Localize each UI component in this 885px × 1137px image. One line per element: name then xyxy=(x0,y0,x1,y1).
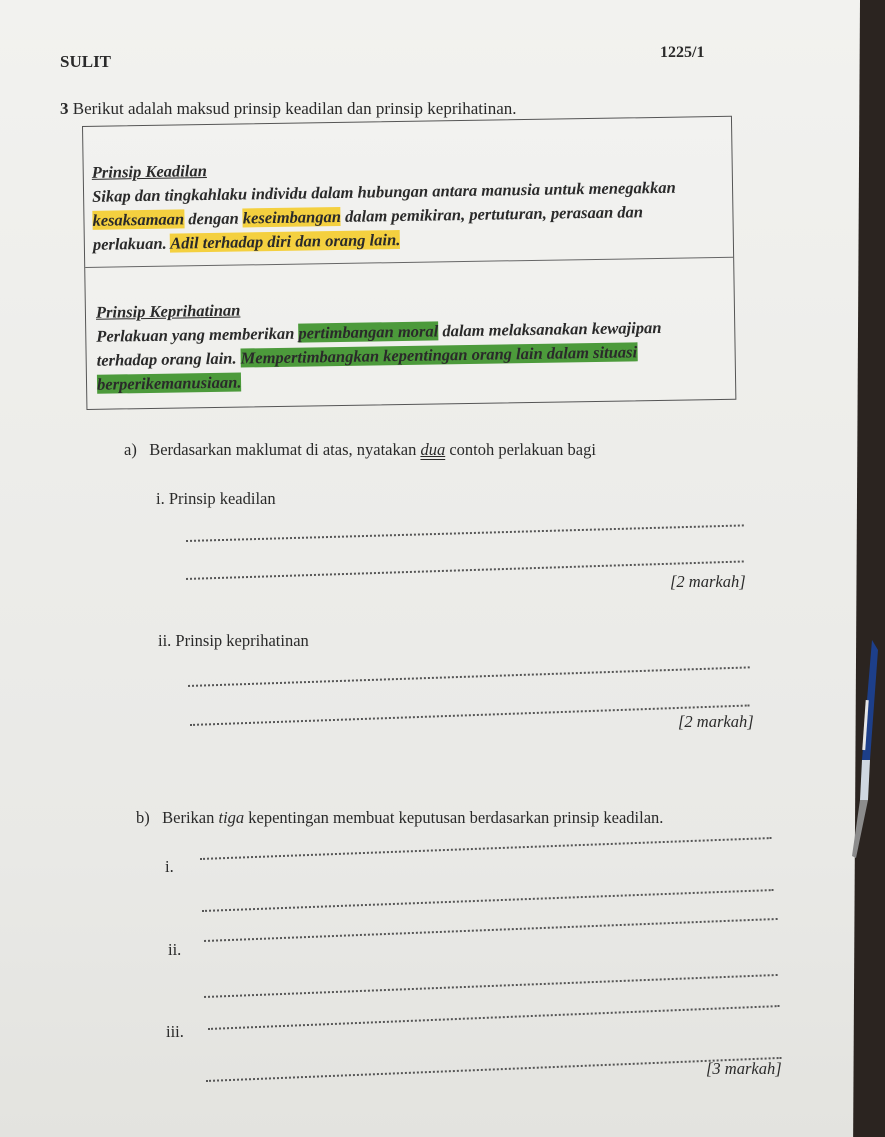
question-stem-text: Berikut adalah maksud prinsip keadilan dan prinsip keprihatinan. xyxy=(72,99,517,118)
part-a-label: a) xyxy=(124,440,137,459)
highlight-kesaksamaan: kesaksamaan xyxy=(92,209,185,230)
header-sulit: SULIT xyxy=(60,52,112,71)
pen-icon xyxy=(838,640,878,860)
marks-a-i: [2 markah] xyxy=(670,572,746,591)
part-a-prompt: a) Berdasarkan maklumat di atas, nyatakan dua contoh perlakuan bagi xyxy=(124,440,596,459)
keprihatinan-title: Prinsip Keprihatinan xyxy=(95,300,241,322)
marks-a-ii: [2 markah] xyxy=(678,712,754,731)
part-b-item-i: i. xyxy=(165,857,174,876)
emphasis-tiga: tiga xyxy=(218,808,245,827)
marks-b: [3 markah] xyxy=(706,1059,782,1078)
highlight-keseimbangan: keseimbangan xyxy=(242,206,342,228)
question-number: 3 xyxy=(60,99,69,118)
highlight-berperikemanusiaan: berperikemanusiaan. xyxy=(96,372,242,394)
part-a-sub-i: i. Prinsip keadilan xyxy=(156,489,276,508)
highlight-adil: Adil terhadap diri dan orang lain. xyxy=(170,230,401,253)
definition-box xyxy=(82,116,736,410)
keadilan-section xyxy=(92,152,677,257)
keadilan-line-1: Sikap dan tingkahlaku individu dalam hubungan antara manusia untuk menegakkan xyxy=(91,177,676,206)
keadilan-title: Prinsip Keadilan xyxy=(91,161,207,182)
keprihatinan-line-2: terhadap orang lain. Mempertimbangkan kepentingan orang lain dalam situasi xyxy=(96,342,638,370)
part-b-item-ii: ii. xyxy=(168,940,182,959)
part-a-sub-ii: ii. Prinsip keprihatinan xyxy=(158,631,309,650)
emphasis-dua: dua xyxy=(420,440,446,459)
keprihatinan-line-1: Perlakuan yang memberikan pertimbangan moral dalam melaksanakan kewajipan xyxy=(96,317,662,346)
part-b-item-iii: iii. xyxy=(166,1022,184,1041)
keprihatinan-section xyxy=(96,292,663,397)
highlight-mempertimbangkan: Mempertimbangkan kepentingan orang lain dalam situasi xyxy=(240,342,638,368)
part-b-prompt: b) Berikan tiga kepentingan membuat keputusan berdasarkan prinsip keadilan. xyxy=(136,808,664,827)
part-b-label: b) xyxy=(136,808,150,827)
question-stem xyxy=(60,99,517,119)
keadilan-line-3: perlakuan. Adil terhadap diri dan orang lain. xyxy=(92,230,401,254)
highlight-pertimbangan-moral: pertimbangan moral xyxy=(298,321,439,343)
header-code: 1225/1 xyxy=(660,44,705,61)
box-divider xyxy=(85,257,733,268)
keadilan-line-2: kesaksamaan dengan keseimbangan dalam pemikiran, pertuturan, perasaan dan xyxy=(92,202,644,230)
